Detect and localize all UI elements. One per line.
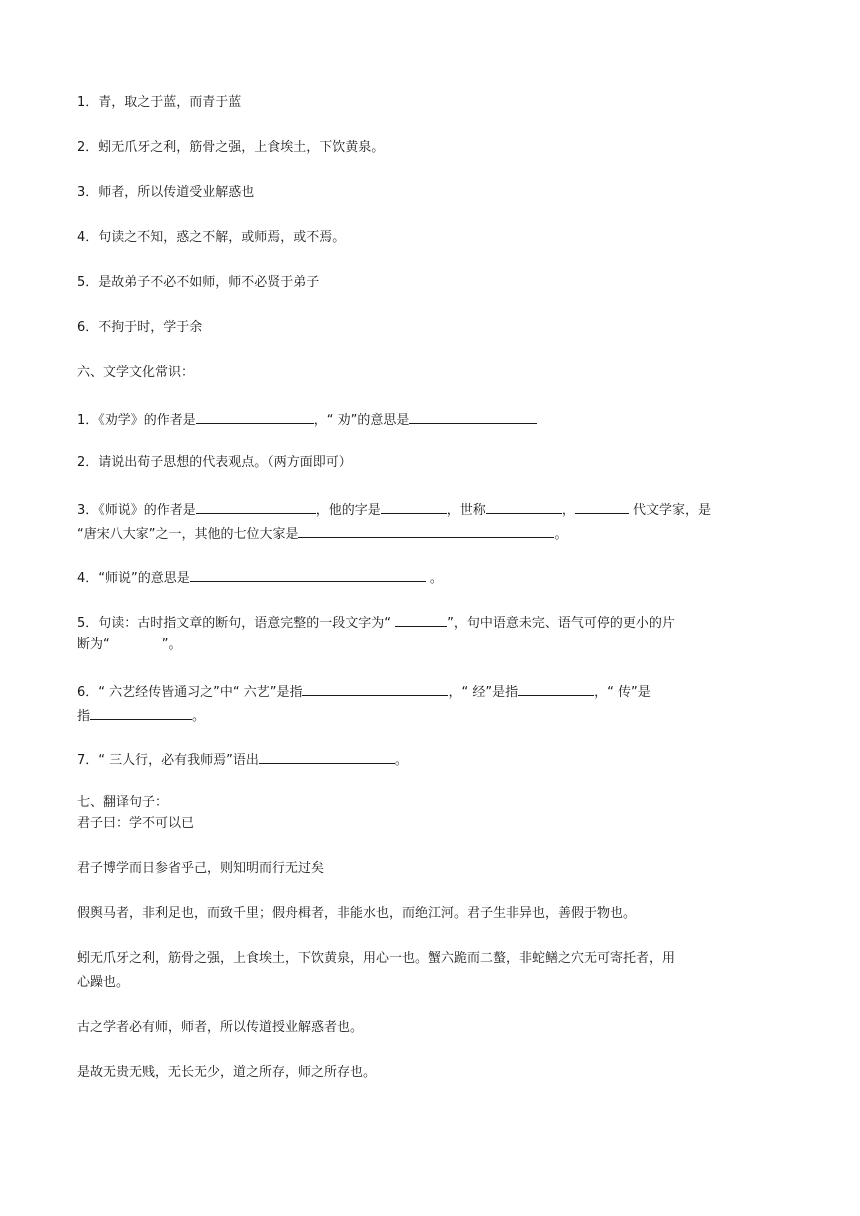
- question-4-text-a: 4．“师说”的意思是: [77, 571, 190, 586]
- question-1-text-b: ，“ 劝”的意思是: [313, 413, 410, 428]
- question-3-line-2: [77, 523, 568, 544]
- question-5-text-a: 5．句读：古时指文章的断句，语意完整的一段文字为“: [77, 616, 396, 631]
- answer-blank[interactable]: [190, 567, 426, 582]
- translation-sentence: 蚓无爪牙之利，筋骨之强，上食埃土，下饮黄泉，用心一也。蟹六跪而二螯，非蛇鳝之穴无可寄托者，用: [77, 951, 676, 966]
- item-6: 6．不拘于时，学于余: [77, 320, 203, 335]
- question-3-text-c: ，世称: [446, 503, 486, 518]
- answer-blank[interactable]: [395, 612, 447, 627]
- translation-sentence: 假舆马者，非利足也，而致千里；假舟楫者，非能水也，而绝江河。君子生非异也，善假于物也。: [77, 906, 637, 921]
- answer-blank[interactable]: [409, 409, 537, 424]
- answer-blank[interactable]: [259, 749, 395, 764]
- question-7-text-b: 。: [394, 753, 408, 768]
- question-6-line-2: [77, 705, 205, 726]
- translation-sentence: 古之学者必有师，师者，所以传道授业解惑者也。: [77, 1020, 364, 1035]
- item-3: 3．师者，所以传道受业解惑也: [77, 185, 255, 200]
- question-6-text-c: ，“ 传”是: [594, 685, 651, 700]
- section-6-heading: 六、文学文化常识：: [77, 365, 195, 380]
- question-3-text-b: ，他的字是: [315, 503, 381, 518]
- answer-blank[interactable]: [196, 409, 314, 424]
- item-1: 1．青，取之于蓝，而青于蓝: [77, 95, 242, 110]
- answer-blank[interactable]: [486, 499, 562, 514]
- question-6-text-b: ，“ 经”是指: [448, 685, 519, 700]
- question-6-text-a: 6．“ 六艺经传皆通习之”中“ 六艺”是指: [77, 685, 303, 700]
- question-5-text-d: ”。: [161, 637, 182, 652]
- question-5-text-b: ”，句中语意未完、语气可停的更小的片: [447, 616, 675, 631]
- answer-blank[interactable]: [381, 499, 447, 514]
- question-4: [77, 567, 443, 588]
- translation-sentence: 君子博学而日参省乎己，则知明而行无过矣: [77, 861, 325, 876]
- question-5-line-1: [77, 612, 675, 633]
- question-6-line-1: [77, 681, 651, 702]
- answer-blank[interactable]: [518, 681, 594, 696]
- answer-blank[interactable]: [196, 499, 316, 514]
- question-2: 2．请说出荀子思想的代表观点。（两方面即可）: [77, 455, 352, 470]
- item-2: 2．蚓无爪牙之利，筋骨之强，上食埃土，下饮黄泉。: [77, 140, 385, 155]
- question-5-line-2: [77, 636, 182, 654]
- question-7-text-a: 7．“ 三人行，必有我师焉”语出: [77, 753, 259, 768]
- question-3-text-d: ，: [561, 503, 575, 518]
- question-1-text-a: 1．《劝学》的作者是: [77, 413, 196, 428]
- question-3-text-f: “唐宋八大家”之一，其他的七位大家是: [77, 527, 299, 542]
- question-3-line-1: [77, 499, 711, 520]
- question-7: [77, 749, 408, 770]
- section-7-heading: 七、翻译句子：: [77, 795, 169, 810]
- question-5-text-c: 断为“: [77, 637, 110, 652]
- item-5: 5．是故弟子不必不如师，师不必贤于弟子: [77, 275, 320, 290]
- question-3-text-g: 。: [554, 527, 568, 542]
- answer-blank[interactable]: [575, 499, 629, 514]
- item-4: 4．句读之不知，惑之不解，或师焉，或不焉。: [77, 230, 346, 245]
- question-1: [77, 409, 537, 430]
- question-3-text-e: 代文学家，是: [628, 503, 711, 518]
- translation-sentence: 君子曰：学不可以已: [77, 816, 195, 831]
- translation-sentence: 是故无贵无贱，无长无少，道之所存，师之所存也。: [77, 1065, 377, 1080]
- question-6-text-d: 指: [77, 709, 91, 724]
- translation-sentence-cont: 心躁也。: [77, 975, 130, 990]
- answer-blank[interactable]: [90, 705, 192, 720]
- answer-blank[interactable]: [302, 681, 448, 696]
- answer-blank[interactable]: [298, 523, 554, 538]
- question-4-text-b: 。: [425, 571, 443, 586]
- question-3-text-a: 3．《师说》的作者是: [77, 503, 196, 518]
- question-6-text-e: 。: [192, 709, 206, 724]
